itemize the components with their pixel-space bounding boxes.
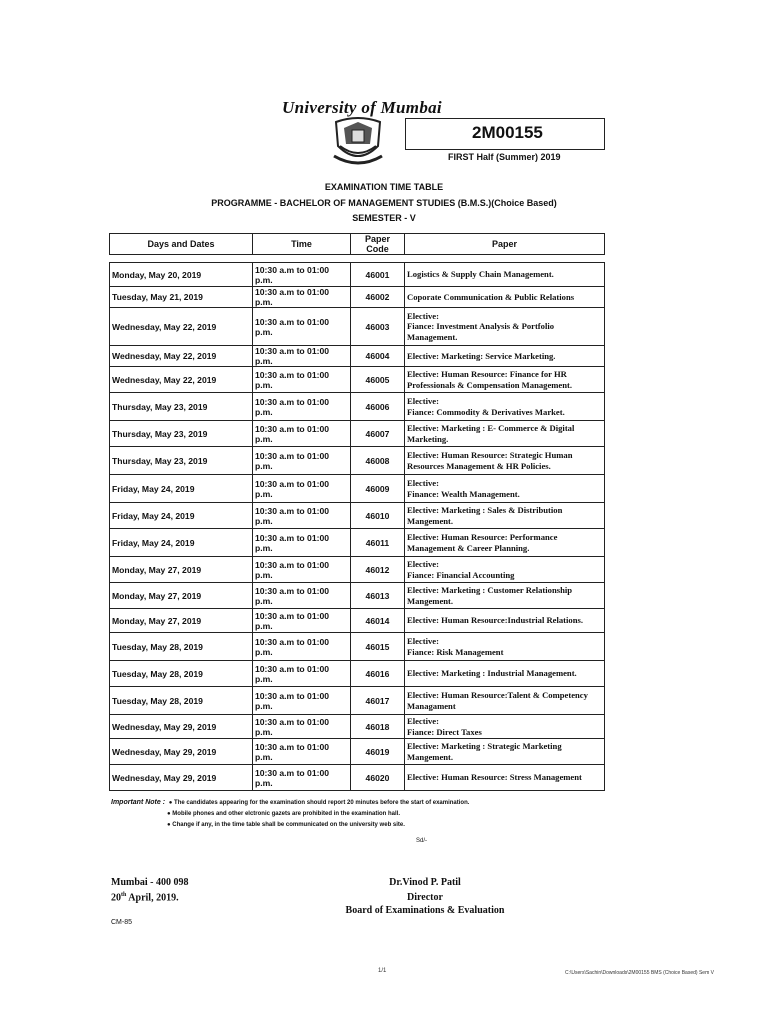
paper-name-cell: Elective: Finance: Wealth Management. (405, 475, 605, 503)
column-header: Paper Code (351, 234, 405, 255)
note-item: ● The candidates appearing for the examination should report 20 minutes before the start of examination. (168, 800, 470, 806)
exam-time-cell: 10:30 a.m to 01:00 p.m. (253, 503, 351, 529)
board-name: Board of Examinations & Evaluation (345, 905, 505, 916)
exam-date-cell: Thursday, May 23, 2019 (110, 447, 253, 475)
exam-date-cell: Wednesday, May 29, 2019 (110, 739, 253, 765)
exam-date-cell: Tuesday, May 28, 2019 (110, 687, 253, 715)
important-note-label: Important Note : (111, 799, 166, 806)
university-title: University of Mumbai (282, 98, 442, 117)
paper-name-cell: Elective: Human Resource:Industrial Relations. (405, 609, 605, 633)
exam-time-cell: 10:30 a.m to 01:00 p.m. (253, 661, 351, 687)
paper-name-cell: Elective: Fiance: Financial Accounting (405, 557, 605, 583)
exam-session: FIRST Half (Summer) 2019 (448, 152, 561, 162)
paper-code-cell: 46018 (351, 715, 405, 739)
semester-heading: SEMESTER - V (352, 213, 416, 223)
exam-date-cell: Monday, May 27, 2019 (110, 557, 253, 583)
exam-time-cell: 10:30 a.m to 01:00 p.m. (253, 715, 351, 739)
exam-date-cell: Friday, May 24, 2019 (110, 529, 253, 557)
paper-name-cell: Elective: Marketing : Sales & Distribution Mangement. (405, 503, 605, 529)
exam-time-cell: 10:30 a.m to 01:00 p.m. (253, 475, 351, 503)
exam-date-cell: Monday, May 27, 2019 (110, 609, 253, 633)
exam-time-cell: 10:30 a.m to 01:00 p.m. (253, 421, 351, 447)
important-note (111, 799, 469, 806)
table-row (110, 633, 605, 661)
table-row (110, 447, 605, 475)
table-row (110, 661, 605, 687)
exam-time-cell: 10:30 a.m to 01:00 p.m. (253, 367, 351, 393)
paper-name-cell: Elective: Human Resource:Talent & Competency Managament (405, 687, 605, 715)
paper-name-cell: Elective: Fiance: Direct Taxes (405, 715, 605, 739)
table-row (110, 475, 605, 503)
table-row (110, 308, 605, 346)
paper-code-cell: 46002 (351, 287, 405, 308)
timetable-heading: EXAMINATION TIME TABLE (324, 182, 444, 192)
table-row (110, 346, 605, 367)
column-header: Time (253, 234, 351, 255)
table-row (110, 739, 605, 765)
form-code: CM-85 (111, 919, 133, 926)
paper-code-cell: 46017 (351, 687, 405, 715)
paper-code-cell: 46019 (351, 739, 405, 765)
exam-date-cell: Wednesday, May 29, 2019 (110, 715, 253, 739)
paper-name-cell: Elective: Marketing : E- Commerce & Digital Marketing. (405, 421, 605, 447)
paper-code-cell: 46013 (351, 583, 405, 609)
exam-time-cell: 10:30 a.m to 01:00 p.m. (253, 765, 351, 791)
table-row (110, 263, 605, 287)
paper-code-cell: 46016 (351, 661, 405, 687)
exam-date-cell: Thursday, May 23, 2019 (110, 393, 253, 421)
file-path: C:\Users\Sachin\Downloads\2M00155 BMS (Choice Based) Sem V (565, 970, 714, 976)
paper-code-cell: 46001 (351, 263, 405, 287)
paper-name-cell: Elective: Human Resource: Stress Management (405, 765, 605, 791)
table-row (110, 421, 605, 447)
exam-time-cell: 10:30 a.m to 01:00 p.m. (253, 393, 351, 421)
exam-time-cell: 10:30 a.m to 01:00 p.m. (253, 583, 351, 609)
paper-code-cell: 46014 (351, 609, 405, 633)
paper-code-cell: 46008 (351, 447, 405, 475)
paper-name-cell: Elective: Marketing : Strategic Marketing Mangement. (405, 739, 605, 765)
paper-code-cell: 46011 (351, 529, 405, 557)
column-header: Days and Dates (110, 234, 253, 255)
signatory-name: Dr.Vinod P. Patil (389, 877, 461, 888)
paper-code-cell: 46005 (351, 367, 405, 393)
paper-code-cell: 46009 (351, 475, 405, 503)
exam-date-cell: Friday, May 24, 2019 (110, 475, 253, 503)
exam-date-cell: Friday, May 24, 2019 (110, 503, 253, 529)
paper-name-cell: Elective: Marketing : Industrial Management. (405, 661, 605, 687)
paper-name-cell: Elective: Human Resource: Performance Management & Career Planning. (405, 529, 605, 557)
exam-date-cell: Wednesday, May 22, 2019 (110, 346, 253, 367)
paper-name-cell: Elective: Fiance: Commodity & Derivatives Market. (405, 393, 605, 421)
table-row (110, 503, 605, 529)
exam-date-cell: Monday, May 20, 2019 (110, 263, 253, 287)
exam-time-cell: 10:30 a.m to 01:00 p.m. (253, 263, 351, 287)
exam-code: 2M00155 (472, 123, 543, 142)
paper-code-cell: 46010 (351, 503, 405, 529)
table-row (110, 583, 605, 609)
table-row (110, 393, 605, 421)
exam-time-cell: 10:30 a.m to 01:00 p.m. (253, 739, 351, 765)
table-row (110, 529, 605, 557)
exam-time-cell: 10:30 a.m to 01:00 p.m. (253, 529, 351, 557)
page-number: 1/1 (378, 968, 387, 974)
issue-date: 20th April, 2019. (111, 892, 179, 904)
exam-time-cell: 10:30 a.m to 01:00 p.m. (253, 557, 351, 583)
table-row (110, 557, 605, 583)
exam-date-cell: Wednesday, May 29, 2019 (110, 765, 253, 791)
exam-time-cell: 10:30 a.m to 01:00 p.m. (253, 346, 351, 367)
exam-time-cell: 10:30 a.m to 01:00 p.m. (253, 633, 351, 661)
table-header-row (110, 234, 605, 255)
table-row (110, 765, 605, 791)
paper-name-cell: Elective: Fiance: Investment Analysis & Portfolio Management. (405, 308, 605, 346)
signatory-designation: Director (407, 892, 443, 903)
paper-name-cell: Elective: Marketing : Customer Relationship Mangement. (405, 583, 605, 609)
timetable-body (110, 255, 605, 791)
note-item: ● Change if any, in the time table shall be communicated on the university web site. (167, 822, 405, 828)
exam-time-cell: 10:30 a.m to 01:00 p.m. (253, 609, 351, 633)
paper-code-cell: 46003 (351, 308, 405, 346)
paper-name-cell: Logistics & Supply Chain Management. (405, 263, 605, 287)
table-row (110, 367, 605, 393)
paper-name-cell: Elective: Marketing: Service Marketing. (405, 346, 605, 367)
table-row (110, 687, 605, 715)
exam-time-cell: 10:30 a.m to 01:00 p.m. (253, 308, 351, 346)
exam-date-cell: Tuesday, May 21, 2019 (110, 287, 253, 308)
programme-heading: PROGRAMME - BACHELOR OF MANAGEMENT STUDIES (B.M.S.)(Choice Based) (211, 198, 557, 208)
note-item: ● Mobile phones and other elctronic gazets are prohibited in the examination hall. (167, 811, 400, 817)
exam-time-cell: 10:30 a.m to 01:00 p.m. (253, 687, 351, 715)
paper-code-cell: 46004 (351, 346, 405, 367)
paper-name-cell: Elective: Human Resource: Finance for HR Professionals & Compensation Management. (405, 367, 605, 393)
exam-code-box (405, 118, 605, 150)
exam-date-cell: Wednesday, May 22, 2019 (110, 308, 253, 346)
exam-date-cell: Wednesday, May 22, 2019 (110, 367, 253, 393)
exam-date-cell: Monday, May 27, 2019 (110, 583, 253, 609)
exam-date-cell: Tuesday, May 28, 2019 (110, 661, 253, 687)
exam-time-cell: 10:30 a.m to 01:00 p.m. (253, 447, 351, 475)
table-row (110, 287, 605, 308)
timetable (109, 233, 605, 791)
paper-code-cell: 46020 (351, 765, 405, 791)
paper-code-cell: 46012 (351, 557, 405, 583)
sd-mark: Sd/- (416, 838, 428, 844)
paper-name-cell: Elective: Human Resource: Strategic Human Resources Management & HR Policies. (405, 447, 605, 475)
university-crest-logo (330, 116, 386, 168)
column-header: Paper (405, 234, 605, 255)
exam-date-cell: Tuesday, May 28, 2019 (110, 633, 253, 661)
paper-code-cell: 46006 (351, 393, 405, 421)
paper-name-cell: Coporate Communication & Public Relations (405, 287, 605, 308)
paper-code-cell: 46015 (351, 633, 405, 661)
exam-date-cell: Thursday, May 23, 2019 (110, 421, 253, 447)
exam-time-cell: 10:30 a.m to 01:00 p.m. (253, 287, 351, 308)
paper-code-cell: 46007 (351, 421, 405, 447)
table-row (110, 609, 605, 633)
place: Mumbai - 400 098 (111, 877, 189, 888)
table-row (110, 715, 605, 739)
paper-name-cell: Elective: Fiance: Risk Management (405, 633, 605, 661)
